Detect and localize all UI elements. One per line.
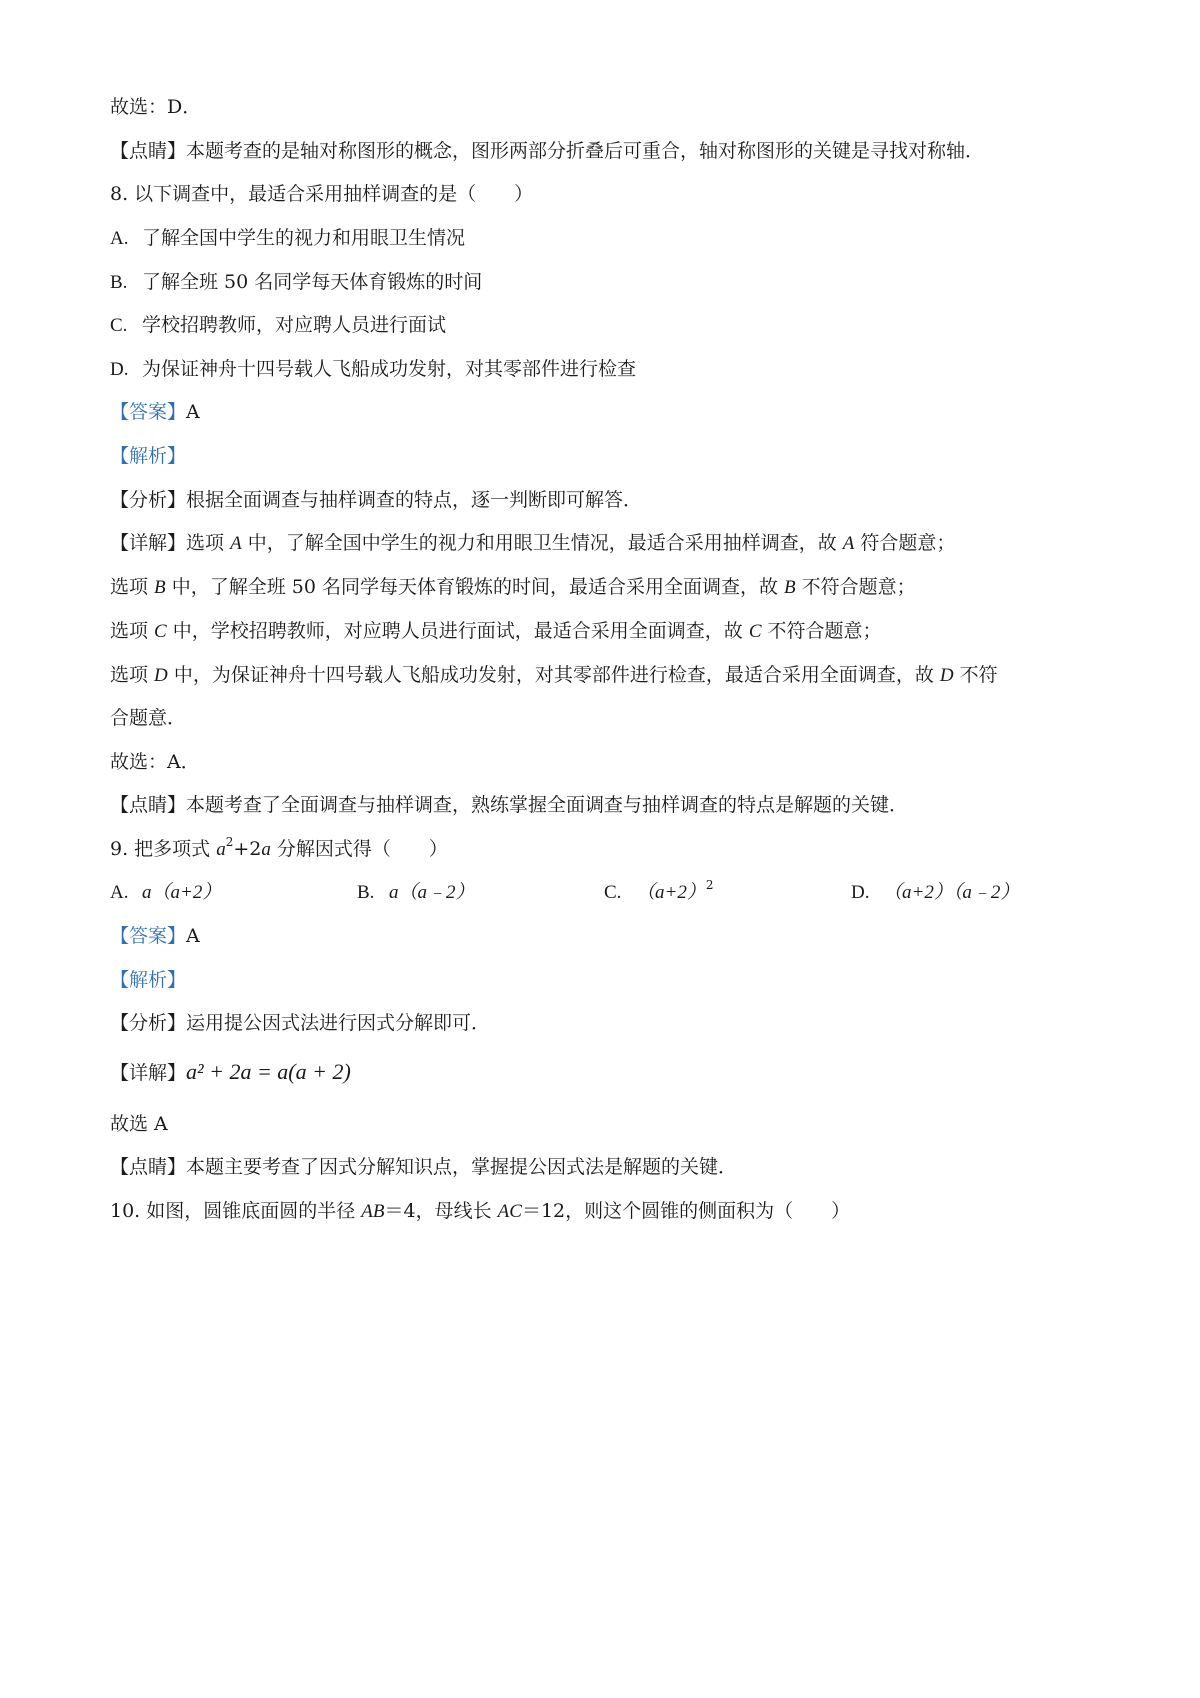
question-9-option-c: C. $(a+2)^2$	[604, 878, 714, 903]
question-9-stem: 9. 把多项式 $a^2+2a$ 分解因式得（ ）	[110, 835, 448, 860]
question-8-stem: 8. 以下调查中，最适合采用抽样调查的是（ ）	[110, 183, 534, 205]
detail-line-5: 合题意．	[110, 707, 187, 729]
question-9-option-d: D. （a+2）（a﹣2）	[851, 882, 1020, 903]
question-8-option-c: C. 学校招聘教师，对应聘人员进行面试	[110, 314, 447, 336]
comment-line: 【点睛】本题考查了全面调查与抽样调查，熟练掌握全面调查与抽样调查的特点是解题的关键．	[110, 794, 909, 816]
detail-line-2: 选项 B 中，了解全班 50 名同学每天体育锻炼的时间，最适合采用全面调查，故 B 不符合题意；	[110, 576, 916, 598]
comment-line: 【点睛】本题考查的是轴对称图形的概念，图形两部分折叠后可重合，轴对称图形的关键是寻找对称轴．	[110, 140, 985, 162]
question-10-stem: 10. 如图，圆锥底面圆的半径 AB＝4，母线长 AC＝12，则这个圆锥的侧面积为（ ）	[110, 1200, 851, 1222]
analysis-line: 【分析】运用提公因式法进行因式分解即可．	[110, 1012, 491, 1034]
answer-choice-line: 故选 A	[110, 1113, 168, 1135]
answer-choice-line: 故选：D．	[110, 96, 202, 118]
question-9-option-b: B. a（a﹣2）	[357, 882, 475, 903]
detail-line-1: 【详解】选项 A 中，了解全国中学生的视力和用眼卫生情况，最适合采用抽样调查，故 A 符合题意；	[110, 532, 956, 554]
analysis-heading: 【解析】	[110, 445, 187, 467]
question-8-option-d: D. 为保证神舟十四号载人飞船成功发射，对其零部件进行检查	[110, 358, 637, 380]
question-8-option-b: B. 了解全班 50 名同学每天体育锻炼的时间	[110, 271, 483, 293]
analysis-line: 【分析】根据全面调查与抽样调查的特点，逐一判断即可解答．	[110, 489, 643, 511]
comment-line: 【点睛】本题主要考查了因式分解知识点，掌握提公因式法是解题的关键．	[110, 1156, 738, 1178]
answer-line: 【答案】A	[110, 925, 200, 947]
question-9-option-a: A. a（a+2）	[110, 882, 222, 903]
detail-line: 【详解】a² + 2a = a(a + 2)	[110, 1059, 351, 1084]
answer-choice-line: 故选：A．	[110, 751, 200, 773]
answer-line: 【答案】A	[110, 401, 200, 423]
analysis-heading: 【解析】	[110, 969, 187, 991]
detail-line-4: 选项 D 中，为保证神舟十四号载人飞船成功发射，对其零部件进行检查，最适合采用全面调查，故 D 不符	[110, 664, 998, 686]
question-8-option-a: A. 了解全国中学生的视力和用眼卫生情况	[110, 227, 466, 249]
detail-line-3: 选项 C 中，学校招聘教师，对应聘人员进行面试，最适合采用全面调查，故 C 不符合题意；	[110, 620, 882, 642]
